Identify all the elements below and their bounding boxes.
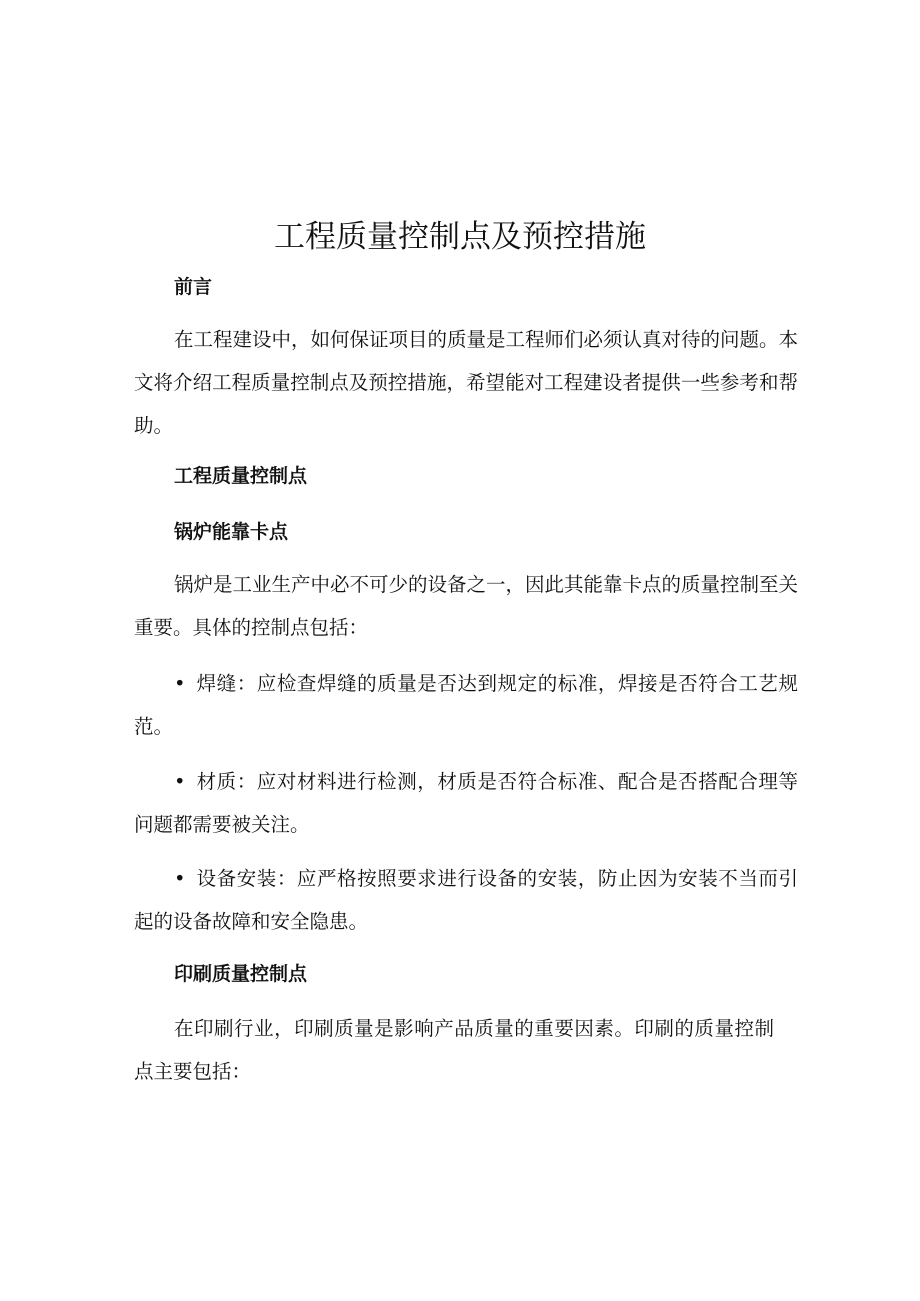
preface-heading: 前言 <box>174 276 213 298</box>
bullet-item-weld <box>134 662 798 748</box>
printing-heading: 印刷质量控制点 <box>174 963 308 985</box>
bullet-item-text: 焊缝：应检查焊缝的质量是否达到规定的标准，焊接是否符合工艺规范。 <box>134 672 798 738</box>
bullet-item-text: 材质：应对材料进行检测，材质是否符合标准、配合是否搭配合理等问题都需要被关注。 <box>134 770 798 836</box>
bullet-item-text: 设备安装：应严格按照要求进行设备的安装，防止因为安装不当而引起的设备故障和安全隐患。 <box>134 867 798 933</box>
bullet-icon: • <box>174 867 186 890</box>
bullet-icon: • <box>174 770 186 793</box>
document-title: 工程质量控制点及预控措施 <box>274 219 646 255</box>
section-heading: 工程质量控制点 <box>174 465 308 487</box>
bullet-item-material <box>134 760 798 846</box>
bullet-icon: • <box>174 672 186 695</box>
bullet-item-installation <box>134 857 798 943</box>
printing-intro-paragraph: 在印刷行业，印刷质量是影响产品质量的重要因素。印刷的质量控制点主要包括： <box>134 1017 774 1083</box>
boiler-intro-paragraph: 锅炉是工业生产中必不可少的设备之一，因此其能靠卡点的质量控制至关重要。具体的控制点包括： <box>134 573 799 639</box>
preface-paragraph: 在工程建设中，如何保证项目的质量是工程师们必须认真对待的问题。本文将介绍工程质量控制点及预控措施，希望能对工程建设者提供一些参考和帮助。 <box>134 328 799 437</box>
boiler-heading: 锅炉能靠卡点 <box>174 521 289 543</box>
